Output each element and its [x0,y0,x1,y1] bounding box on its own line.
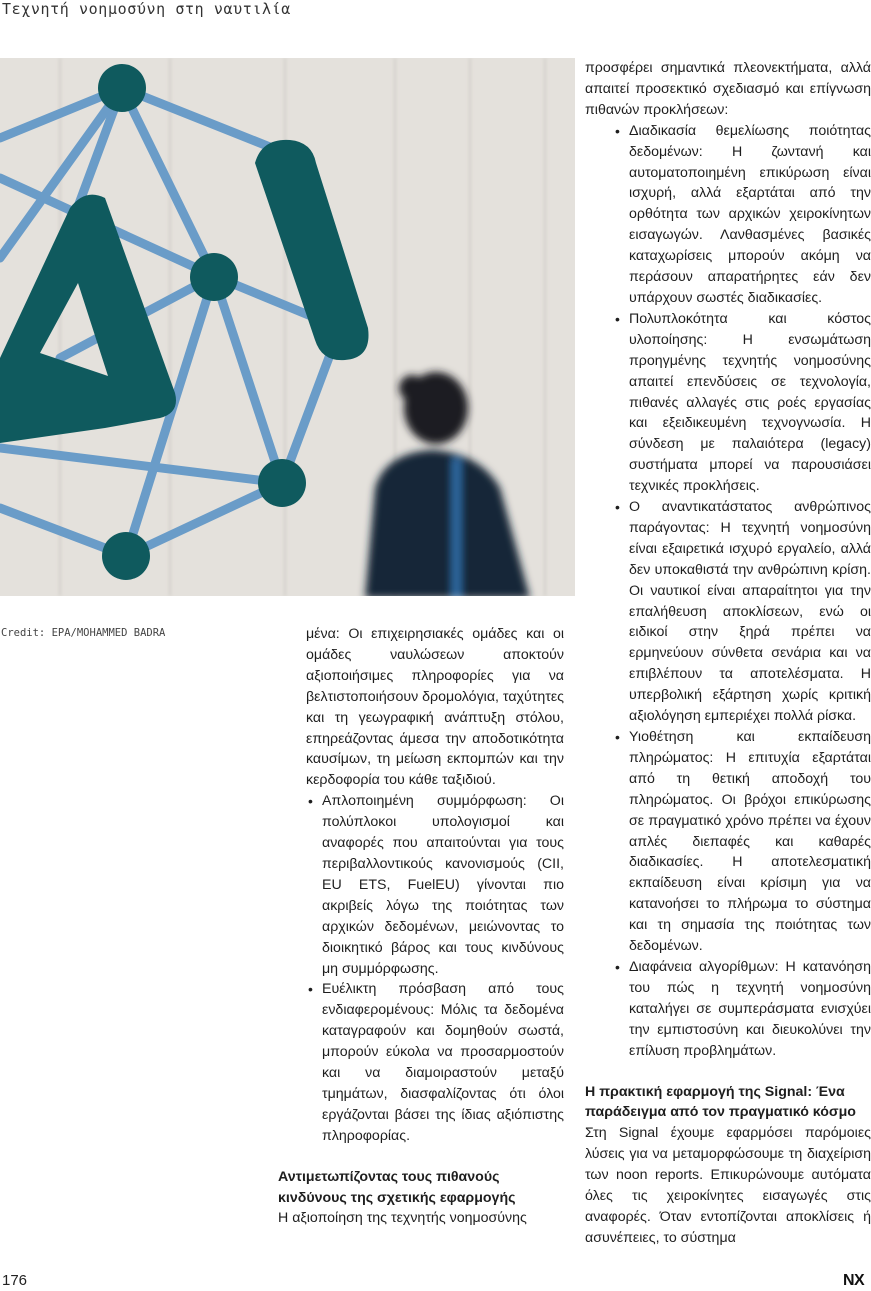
text-column-right [585,58,871,1249]
list-item: • Διαφάνεια αλγορίθμων: Η κατανόηση του πώς η τεχνητή νοημοσύνη καταλήγει σε συμπεράσματα ενισχύει την εμπιστοσύνη και διευκολύνει την επίλυση προβλημάτων. [613,957,871,1062]
bullet-list [585,121,871,1062]
section-heading: Αντιμετωπίζοντας τους πιθανούς κινδύνους της σχετικής εφαρμογής [278,1168,516,1206]
paragraph-outro: Η αξιοποίηση της τεχνητής νοημοσύνης [278,1210,527,1227]
text-column-left [278,624,564,1229]
magazine-logo: NX [843,1272,865,1289]
section-heading: Η πρακτική εφαρμογή της Signal: Ένα παράδειγμα από τον πραγματικό κόσμο [585,1083,856,1121]
photo-credit: Credit: EPA/MOHAMMED BADRA [1,627,166,639]
list-item: • Υιοθέτηση και εκπαίδευση πληρώματος: Η επιτυχία εξαρτάται από τη θετική αποδοχή του πληρώματος. Οι βρόχοι επικύρωσης σε πραγματικό χρόνο πρέπει να έχουν απλές διεπαφές και καθαρές διαδικασίες. Η αποτελεσματική εκπαίδευση είναι κρίσιμη για να κατανοήσει το πλήρωμα το σύστημα και τη σημασία της ποιότητας των δεδομένων. [613,727,871,957]
page-number: 176 [2,1272,28,1289]
paragraph-intro: προσφέρει σημαντικά πλεονεκτήματα, αλλά απαιτεί προσεκτικό σχεδιασμό και επίγνωση πιθανών προκλήσεων: [585,60,871,118]
section-block [278,1167,564,1230]
paragraph-outro: Στη Signal έχουμε εφαρμόσει παρόμοιες λύσεις για να μεταμορφώσουμε τη διαχείριση των noon reports. Επικυρώνουμε αυτόματα όλες τις χειροκίνητες εισαγωγές στις αναφορές. Όταν εντοπίζονται αποκλίσεις ή ασυνέπειες, το σύστημα [585,1125,871,1246]
list-item: • Διαδικασία θεμελίωσης ποιότητας δεδομένων: Η ζωντανή και αυτοματοποιημένη επικύρωση είναι ισχυρή, αλλά εξαρτάται από την ορθότητα των αρχικών χειροκίνητων εισαγωγών. Λανθασμένες βασικές καταχωρίσεις μπορούν ακόμη να περάσουν απαρατήρητες εάν δεν υπάρχουν σωστές διαδικασίες. [613,121,871,309]
list-item: • Ευέλικτη πρόσβαση από τους ενδιαφερομένους: Μόλις τα δεδομένα καταγραφούν και δομηθούν σωστά, μπορούν εύκολα να προσαρμοστούν και να διαμοιραστούν μεταξύ τμημάτων, διασφαλίζοντας ότι όλοι εργάζονται βάσει της ίδιας αξιόπιστης πληροφορίας. [306,979,564,1146]
list-item: • Πολυπλοκότητα και κόστος υλοποίησης: Η ενσωμάτωση προηγμένης τεχνητής νοημοσύνης απαιτεί επενδύσεις σε τεχνολογία, πιθανές αλλαγές στις ροές εργασίας και εξειδικευμένη τεχνογνωσία. Η σύνδεση με παλαιότερα (legacy) συστήματα μπορεί να παρουσιάσει τεχνικές προκλήσεις. [613,309,871,497]
article-photo [0,58,575,596]
list-item: • Απλοποιημένη συμμόρφωση: Οι πολύπλοκοι υπολογισμοί και αναφορές που απαιτούνται για τους περιβαλλοντικούς κανονισμούς (CII, EU ETS, FuelEU) γίνονται πιο ακριβείς λόγω της ποιότητας των αρχικών δεδομένων, μειώνοντας το διοικητικό βάρος και τους κινδύνους μη συμμόρφωσης. [306,791,564,979]
bullet-list [306,791,564,1146]
paragraph-intro: μένα: Οι επιχειρησιακές ομάδες και οι ομάδες ναυλώσεων αποκτούν αξιοποιήσιμες πληροφορίες για να βελτιστοποιήσουν δρομολόγια, ταχύτητες και τη γεωγραφική ανάπτυξη στόλου, επηρεάζοντας άμεσα την αποδοτικότητα καυσίμων, τη μείωση εκπομπών και την κερδοφορία του κάθε ταξιδιού. [306,626,564,789]
ai-mural-illustration [0,58,575,596]
list-item: • Ο αναντικατάστατος ανθρώπινος παράγοντας: Η τεχνητή νοημοσύνη είναι εξαιρετικά ισχυρό εργαλείο, αλλά δεν υποκαθιστά την ανθρώπινη κρίση. Οι ναυτικοί είναι απαραίτητοι για την επαλήθευση αποκλίσεων, ενώ οι ειδικοί στην ξηρά πρέπει να ερμηνεύουν σύνθετα σενάρια και να επιβλέπουν τα αποτελέσματα. Η υπερβολική εξάρτηση χωρίς κριτική αξιολόγηση εμπεριέχει πολλά ρίσκα. [613,497,871,727]
running-header: Τεχνητή νοημοσύνη στη ναυτιλία [2,0,291,18]
